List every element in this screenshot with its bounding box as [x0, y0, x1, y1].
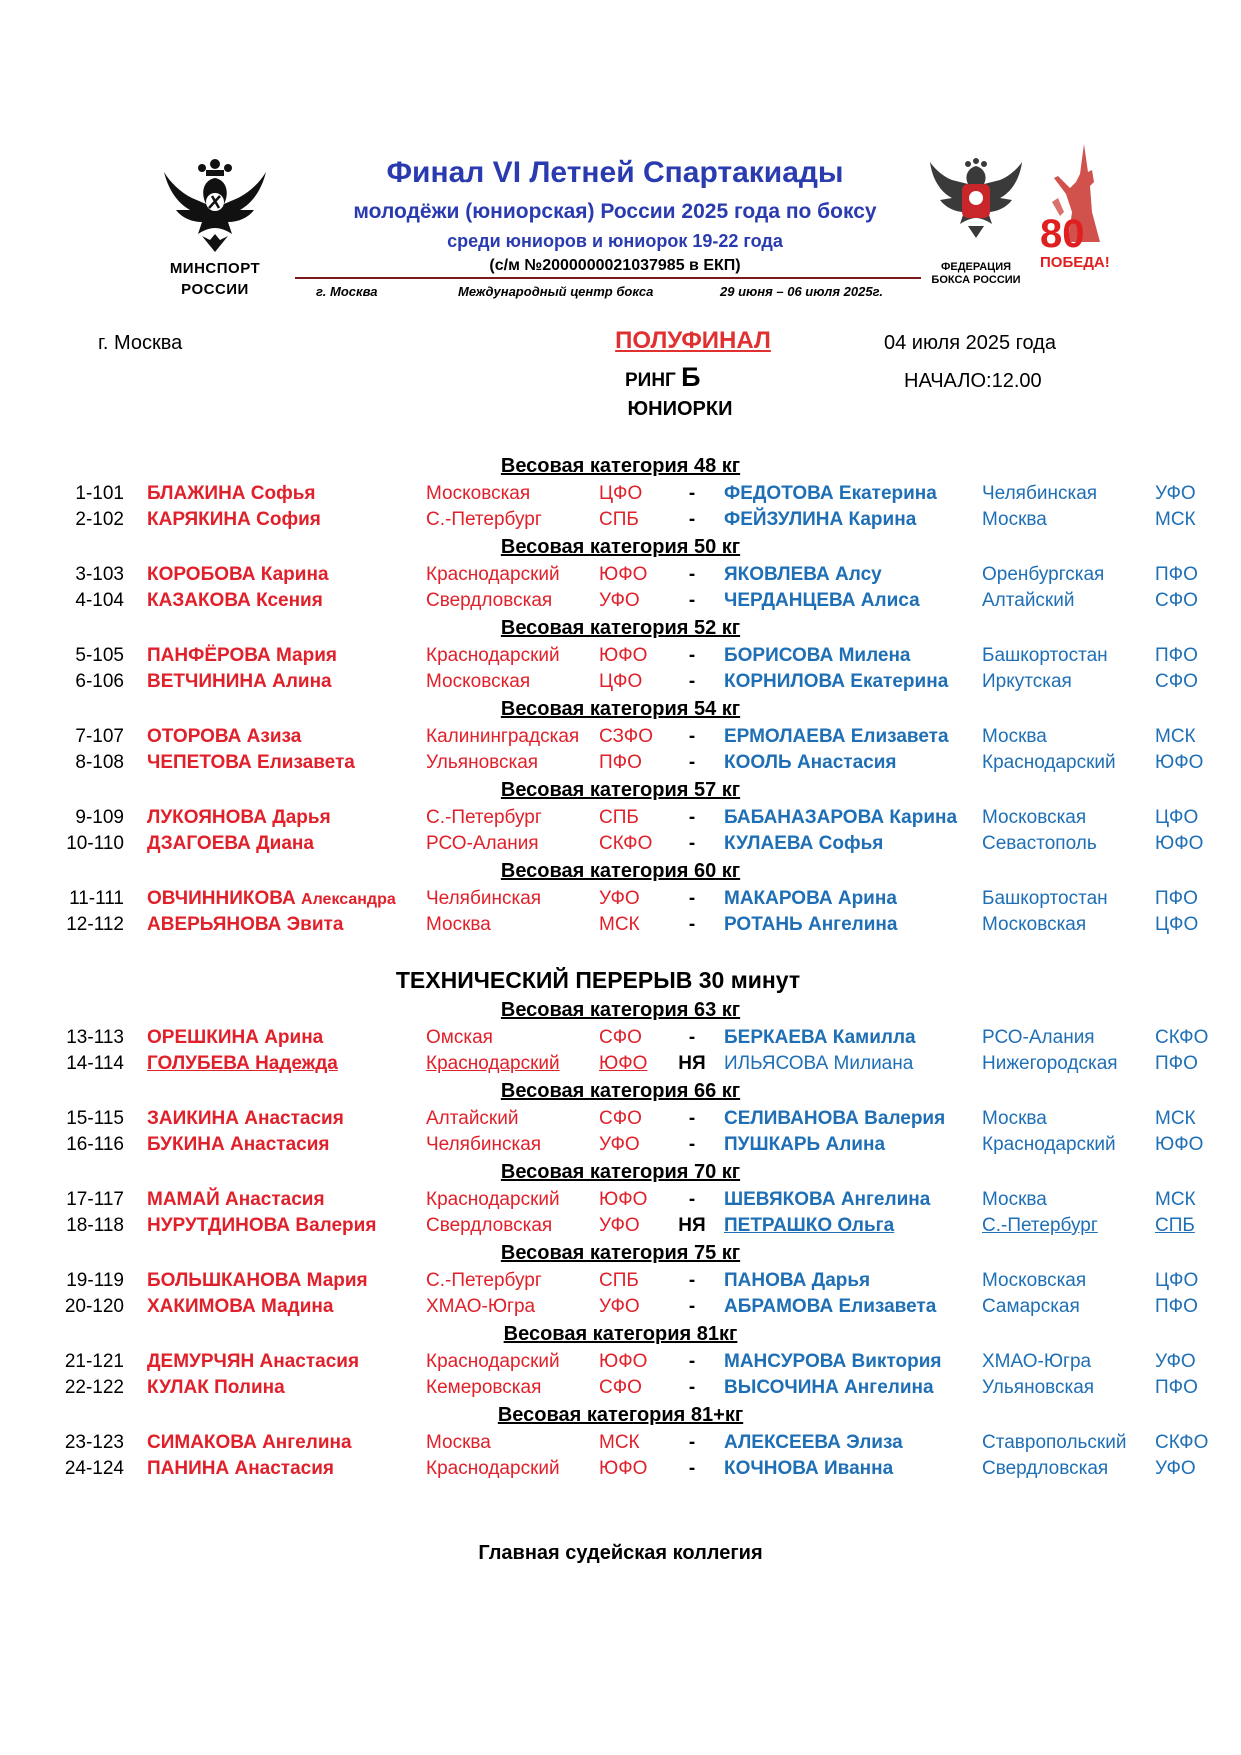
red-corner-region: Ульяновская	[426, 752, 539, 773]
blue-corner-name: ЕРМОЛАЕВА Елизавета	[724, 726, 949, 747]
blue-corner-region: Башкортостан	[982, 645, 1108, 666]
red-corner-region: Омская	[426, 1027, 493, 1048]
blue-corner-district: ПФО	[1155, 1377, 1198, 1398]
red-corner-district: СФО	[599, 1377, 642, 1398]
blue-corner-name: ПАНОВА Дарья	[724, 1270, 871, 1291]
bout-number: 12-112	[66, 914, 124, 935]
boxing-federation-logo	[926, 158, 1026, 288]
blue-corner-name: БАБАНАЗАРОВА Карина	[724, 807, 958, 828]
blue-corner-region: Москва	[982, 1189, 1047, 1210]
blue-corner-name: АБРАМОВА Елизавета	[724, 1296, 937, 1317]
bout-row	[0, 481, 1241, 507]
bout-number: 10-110	[66, 833, 124, 854]
minsport-line2: РОССИИ	[181, 281, 249, 298]
blue-corner-district: ПФО	[1155, 1296, 1198, 1317]
victory-80-logo	[1040, 142, 1114, 294]
federation-line1: ФЕДЕРАЦИЯ	[940, 261, 1012, 273]
red-corner-region: С.-Петербург	[426, 807, 542, 828]
blue-corner-region: Москва	[982, 509, 1047, 530]
blue-corner-name: ВЫСОЧИНА Ангелина	[724, 1377, 934, 1398]
victory-text: ПОБЕДА!	[1040, 254, 1110, 271]
bout-result: -	[688, 752, 696, 773]
red-corner-region: ХМАО-Югра	[426, 1296, 536, 1317]
red-corner-region: С.-Петербург	[426, 1270, 542, 1291]
bout-result: -	[688, 671, 696, 692]
blue-corner-name: ФЕДОТОВА Екатерина	[724, 483, 937, 504]
blue-corner-name: ЯКОВЛЕВА Алсу	[724, 564, 882, 585]
federation-emblem-icon	[928, 158, 1024, 256]
bout-number: 1-101	[75, 483, 124, 504]
bout-number: 16-116	[66, 1134, 124, 1155]
red-corner-region: Московская	[426, 483, 531, 504]
red-corner-district: ЦФО	[599, 483, 643, 504]
red-corner-district: УФО	[599, 590, 640, 611]
bout-result: -	[688, 1189, 696, 1210]
title-line4: (с/м №2000000021037985 в ЕКП)	[489, 257, 741, 274]
weight-category-title: Весовая категория 52 кг	[500, 617, 741, 639]
blue-corner-district: ЦФО	[1155, 1270, 1199, 1291]
blue-corner-region: РСО-Алания	[982, 1027, 1095, 1048]
weight-category-title: Весовая категория 54 кг	[500, 698, 741, 720]
red-corner-region: РСО-Алания	[426, 833, 539, 854]
red-corner-region: Кемеровская	[426, 1377, 542, 1398]
sub-city: г. Москва	[316, 284, 378, 299]
bout-result: -	[688, 914, 696, 935]
blue-corner-district: СКФО	[1155, 1432, 1209, 1453]
red-corner-region: Краснодарский	[426, 1189, 560, 1210]
bout-result: -	[688, 1432, 696, 1453]
red-corner-region: Челябинская	[426, 888, 542, 909]
red-corner-region: Челябинская	[426, 1134, 542, 1155]
red-corner-name: ПАНИНА Анастасия	[147, 1458, 335, 1479]
red-corner-name: КУЛАК Полина	[147, 1377, 285, 1398]
red-corner-district: МСК	[599, 1432, 640, 1453]
bout-number: 23-123	[64, 1432, 124, 1453]
blue-corner-district: СПБ	[1155, 1215, 1195, 1236]
blue-corner-district: МСК	[1155, 726, 1196, 747]
bout-number: 2-102	[75, 509, 124, 530]
bout-result: -	[688, 1270, 696, 1291]
red-corner-district: УФО	[599, 1296, 640, 1317]
bout-row	[0, 1294, 1241, 1320]
blue-corner-district: МСК	[1155, 1189, 1196, 1210]
blue-corner-region: Иркутская	[982, 671, 1072, 692]
bout-number: 19-119	[66, 1270, 124, 1291]
bout-result: -	[688, 833, 696, 854]
blue-corner-name: РОТАНЬ Ангелина	[724, 914, 898, 935]
red-corner-name	[147, 886, 396, 913]
bout-result: НЯ	[678, 1215, 706, 1236]
blue-corner-district: СКФО	[1155, 1027, 1209, 1048]
group-title: ЮНИОРКИ	[627, 398, 733, 420]
bout-row	[0, 805, 1241, 831]
victory-number: 80	[1040, 212, 1085, 256]
blue-corner-name: ШЕВЯКОВА Ангелина	[724, 1189, 931, 1210]
red-corner-district: ЮФО	[599, 1458, 648, 1479]
blue-corner-name: КОРНИЛОВА Екатерина	[724, 671, 949, 692]
minsport-logo	[160, 158, 270, 306]
red-corner-region: Москва	[426, 914, 491, 935]
red-corner-region: Московская	[426, 671, 531, 692]
blue-corner-region: Московская	[982, 1270, 1087, 1291]
bout-result: -	[688, 726, 696, 747]
bout-row	[0, 1213, 1241, 1239]
blue-corner-district: СФО	[1155, 590, 1198, 611]
bout-number: 18-118	[66, 1215, 124, 1236]
red-corner-district: СКФО	[599, 833, 653, 854]
red-corner-district: ЦФО	[599, 671, 643, 692]
red-corner-name: ДЕМУРЧЯН Анастасия	[147, 1351, 360, 1372]
red-corner-surname: ОВЧИННИКОВА	[147, 888, 296, 909]
federation-line2: БОКСА РОССИИ	[931, 274, 1021, 286]
red-corner-district: МСК	[599, 914, 640, 935]
weight-category-title: Весовая категория 48 кг	[500, 455, 741, 477]
bout-result: -	[688, 509, 696, 530]
blue-corner-district: МСК	[1155, 1108, 1196, 1129]
blue-corner-district: ПФО	[1155, 1053, 1198, 1074]
bout-number: 6-106	[75, 671, 124, 692]
start-time: НАЧАЛО:12.00	[904, 370, 1042, 392]
red-corner-district: СПБ	[599, 509, 639, 530]
blue-corner-region: Ульяновская	[982, 1377, 1095, 1398]
red-corner-name: ОТОРОВА Азиза	[147, 726, 302, 747]
blue-corner-district: ЦФО	[1155, 914, 1199, 935]
ring-label	[625, 362, 701, 393]
red-corner-region: Москва	[426, 1432, 491, 1453]
bout-row	[0, 1349, 1241, 1375]
red-corner-district: ЮФО	[599, 1053, 648, 1074]
red-corner-name: ПАНФЁРОВА Мария	[147, 645, 337, 666]
blue-corner-region: Московская	[982, 914, 1087, 935]
judges-collegium: Главная судейская коллегия	[478, 1542, 763, 1564]
blue-corner-region: С.-Петербург	[982, 1215, 1098, 1236]
blue-corner-region: Оренбургская	[982, 564, 1105, 585]
bout-result: -	[688, 1027, 696, 1048]
blue-corner-name: КООЛЬ Анастасия	[724, 752, 897, 773]
bout-number: 14-114	[66, 1053, 124, 1074]
bout-row	[0, 1132, 1241, 1158]
red-corner-district: ЮФО	[599, 564, 648, 585]
bout-result: -	[688, 1351, 696, 1372]
bout-number: 13-113	[66, 1027, 124, 1048]
red-corner-district: ЮФО	[599, 645, 648, 666]
sub-venue: Международный центр бокса	[458, 284, 654, 299]
bout-number: 15-115	[66, 1108, 124, 1129]
red-corner-name: НУРУТДИНОВА Валерия	[147, 1215, 377, 1236]
red-corner-region: Калининградская	[426, 726, 580, 747]
red-corner-region: Краснодарский	[426, 645, 560, 666]
stage-title: ПОЛУФИНАЛ	[615, 327, 771, 354]
bout-row	[0, 831, 1241, 857]
red-corner-name: МАМАЙ Анастасия	[147, 1189, 325, 1210]
bout-number: 22-122	[64, 1377, 124, 1398]
red-corner-district: УФО	[599, 1215, 640, 1236]
weight-category-title: Весовая категория 63 кг	[500, 999, 741, 1021]
bout-row	[0, 562, 1241, 588]
blue-corner-district: СФО	[1155, 671, 1198, 692]
bout-row	[0, 507, 1241, 533]
bout-number: 11-111	[69, 888, 124, 909]
red-corner-name: БОЛЬШКАНОВА Мария	[147, 1270, 368, 1291]
red-corner-firstname: Александра	[301, 891, 396, 908]
bout-result: -	[688, 807, 696, 828]
red-corner-region: Краснодарский	[426, 1351, 560, 1372]
red-corner-name: ЧЕПЕТОВА Елизавета	[147, 752, 355, 773]
red-corner-district: ПФО	[599, 752, 642, 773]
bout-row	[0, 724, 1241, 750]
bout-row	[0, 588, 1241, 614]
bout-row	[0, 886, 1241, 912]
red-corner-district: СФО	[599, 1108, 642, 1129]
bout-row	[0, 1430, 1241, 1456]
bout-number: 8-108	[75, 752, 124, 773]
red-corner-name: БЛАЖИНА Софья	[147, 483, 316, 504]
bout-number: 24-124	[64, 1458, 124, 1479]
blue-corner-region: Челябинская	[982, 483, 1098, 504]
bout-row	[0, 643, 1241, 669]
blue-corner-region: Краснодарский	[982, 1134, 1116, 1155]
bout-number: 5-105	[75, 645, 124, 666]
blue-corner-district: ПФО	[1155, 888, 1198, 909]
bout-row	[0, 1268, 1241, 1294]
blue-corner-name: АЛЕКСЕЕВА Элиза	[724, 1432, 903, 1453]
bout-result: -	[688, 1458, 696, 1479]
red-corner-district: СПБ	[599, 807, 639, 828]
event-date: 04 июля 2025 года	[884, 332, 1056, 354]
blue-corner-district: ЮФО	[1155, 1134, 1204, 1155]
red-corner-district: СПБ	[599, 1270, 639, 1291]
bout-row	[0, 750, 1241, 776]
bout-row	[0, 912, 1241, 938]
blue-corner-name: КУЛАЕВА Софья	[724, 833, 884, 854]
red-corner-name: ГОЛУБЕВА Надежда	[147, 1053, 338, 1074]
blue-corner-region: Башкортостан	[982, 888, 1108, 909]
red-corner-name: ЛУКОЯНОВА Дарья	[147, 807, 331, 828]
header-divider	[295, 277, 921, 279]
technical-break: ТЕХНИЧЕСКИЙ ПЕРЕРЫВ 30 минут	[395, 967, 801, 993]
bout-result: -	[688, 888, 696, 909]
title-line1: Финал VI Летней Спартакиады	[386, 156, 844, 189]
event-city: г. Москва	[98, 332, 183, 354]
weight-category-title: Весовая категория 66 кг	[500, 1080, 741, 1102]
weight-category-title: Весовая категория 50 кг	[500, 536, 741, 558]
blue-corner-district: ЮФО	[1155, 752, 1204, 773]
red-corner-name: КОРОБОВА Карина	[147, 564, 329, 585]
blue-corner-name: СЕЛИВАНОВА Валерия	[724, 1108, 946, 1129]
red-corner-district: СФО	[599, 1027, 642, 1048]
blue-corner-region: ХМАО-Югра	[982, 1351, 1092, 1372]
bout-result: -	[688, 1108, 696, 1129]
bout-result: -	[688, 645, 696, 666]
blue-corner-region: Ставропольский	[982, 1432, 1127, 1453]
red-corner-name: ВЕТЧИНИНА Алина	[147, 671, 332, 692]
bout-result: -	[688, 564, 696, 585]
double-eagle-icon	[162, 158, 268, 258]
blue-corner-district: ПФО	[1155, 645, 1198, 666]
blue-corner-name: ЧЕРДАНЦЕВА Алиса	[724, 590, 920, 611]
red-corner-district: УФО	[599, 888, 640, 909]
bout-row	[0, 1106, 1241, 1132]
weight-category-title: Весовая категория 81кг	[503, 1323, 738, 1345]
red-corner-name: БУКИНА Анастасия	[147, 1134, 330, 1155]
bout-number: 4-104	[75, 590, 124, 611]
title-line3: среди юниоров и юниорок 19-22 года	[447, 231, 783, 251]
bout-result: -	[688, 1134, 696, 1155]
bout-row	[0, 1025, 1241, 1051]
blue-corner-name: ПЕТРАШКО Ольга	[724, 1215, 895, 1236]
weight-category-title: Весовая категория 81+кг	[497, 1404, 744, 1426]
blue-corner-district: УФО	[1155, 1458, 1196, 1479]
weight-category-title: Весовая категория 57 кг	[500, 779, 741, 801]
bout-result: -	[688, 1377, 696, 1398]
bout-result: НЯ	[678, 1053, 706, 1074]
red-corner-name: ХАКИМОВА Мадина	[147, 1296, 334, 1317]
bout-number: 3-103	[75, 564, 124, 585]
red-corner-name: КАЗАКОВА Ксения	[147, 590, 323, 611]
bout-result: -	[688, 590, 696, 611]
bout-number: 17-117	[66, 1189, 124, 1210]
bout-row	[0, 1456, 1241, 1482]
bout-number: 9-109	[75, 807, 124, 828]
weight-category-title: Весовая категория 70 кг	[500, 1161, 741, 1183]
bout-row	[0, 1187, 1241, 1213]
red-corner-district: УФО	[599, 1134, 640, 1155]
blue-corner-region: Севастополь	[982, 833, 1097, 854]
blue-corner-name: КОЧНОВА Иванна	[724, 1458, 894, 1479]
red-corner-name: ДЗАГОЕВА Диана	[147, 833, 314, 854]
blue-corner-name: БОРИСОВА Милена	[724, 645, 911, 666]
blue-corner-region: Москва	[982, 1108, 1047, 1129]
red-corner-region: Алтайский	[426, 1108, 519, 1129]
bout-number: 21-121	[64, 1351, 124, 1372]
blue-corner-region: Москва	[982, 726, 1047, 747]
red-corner-district: ЮФО	[599, 1351, 648, 1372]
red-corner-region: Свердловская	[426, 590, 553, 611]
blue-corner-region: Московская	[982, 807, 1087, 828]
blue-corner-district: УФО	[1155, 483, 1196, 504]
blue-corner-district: ЮФО	[1155, 833, 1204, 854]
blue-corner-name: ИЛЬЯСОВА Милиана	[724, 1053, 914, 1074]
red-corner-name: ОРЕШКИНА Арина	[147, 1027, 324, 1048]
red-corner-region: С.-Петербург	[426, 509, 542, 530]
blue-corner-name: МАНСУРОВА Виктория	[724, 1351, 942, 1372]
red-corner-name: СИМАКОВА Ангелина	[147, 1432, 352, 1453]
blue-corner-region: Алтайский	[982, 590, 1075, 611]
bout-number: 7-107	[75, 726, 124, 747]
blue-corner-region: Нижегородская	[982, 1053, 1118, 1074]
ring-word: РИНГ	[625, 370, 676, 391]
red-corner-name: КАРЯКИНА София	[147, 509, 321, 530]
red-corner-name: АВЕРЬЯНОВА Эвита	[147, 914, 344, 935]
red-corner-name: ЗАИКИНА Анастасия	[147, 1108, 344, 1129]
blue-corner-name: ФЕЙЗУЛИНА Карина	[724, 509, 917, 530]
bout-row	[0, 669, 1241, 695]
title-line2: молодёжи (юниорская) России 2025 года по боксу	[353, 200, 877, 223]
blue-corner-name: ПУШКАРЬ Алина	[724, 1134, 886, 1155]
bout-number: 20-120	[64, 1296, 124, 1317]
blue-corner-region: Краснодарский	[982, 752, 1116, 773]
red-corner-region: Краснодарский	[426, 564, 560, 585]
blue-corner-district: ПФО	[1155, 564, 1198, 585]
bout-row	[0, 1375, 1241, 1401]
red-corner-region: Краснодарский	[426, 1458, 560, 1479]
blue-corner-name: МАКАРОВА Арина	[724, 888, 897, 909]
blue-corner-district: МСК	[1155, 509, 1196, 530]
blue-corner-region: Свердловская	[982, 1458, 1109, 1479]
blue-corner-district: ЦФО	[1155, 807, 1199, 828]
red-corner-region: Краснодарский	[426, 1053, 560, 1074]
blue-corner-district: УФО	[1155, 1351, 1196, 1372]
red-corner-district: ЮФО	[599, 1189, 648, 1210]
bout-result: -	[688, 1296, 696, 1317]
sub-dates: 29 июня – 06 июля 2025г.	[720, 284, 883, 299]
weight-category-title: Весовая категория 60 кг	[500, 860, 741, 882]
weight-category-title: Весовая категория 75 кг	[500, 1242, 741, 1264]
blue-corner-region: Самарская	[982, 1296, 1080, 1317]
blue-corner-name: БЕРКАЕВА Камилла	[724, 1027, 916, 1048]
minsport-line1: МИНСПОРТ	[169, 260, 261, 277]
bout-row	[0, 1051, 1241, 1077]
bout-result: -	[688, 483, 696, 504]
ring-letter: Б	[681, 362, 701, 392]
red-corner-district: СЗФО	[599, 726, 653, 747]
red-corner-region: Свердловская	[426, 1215, 553, 1236]
